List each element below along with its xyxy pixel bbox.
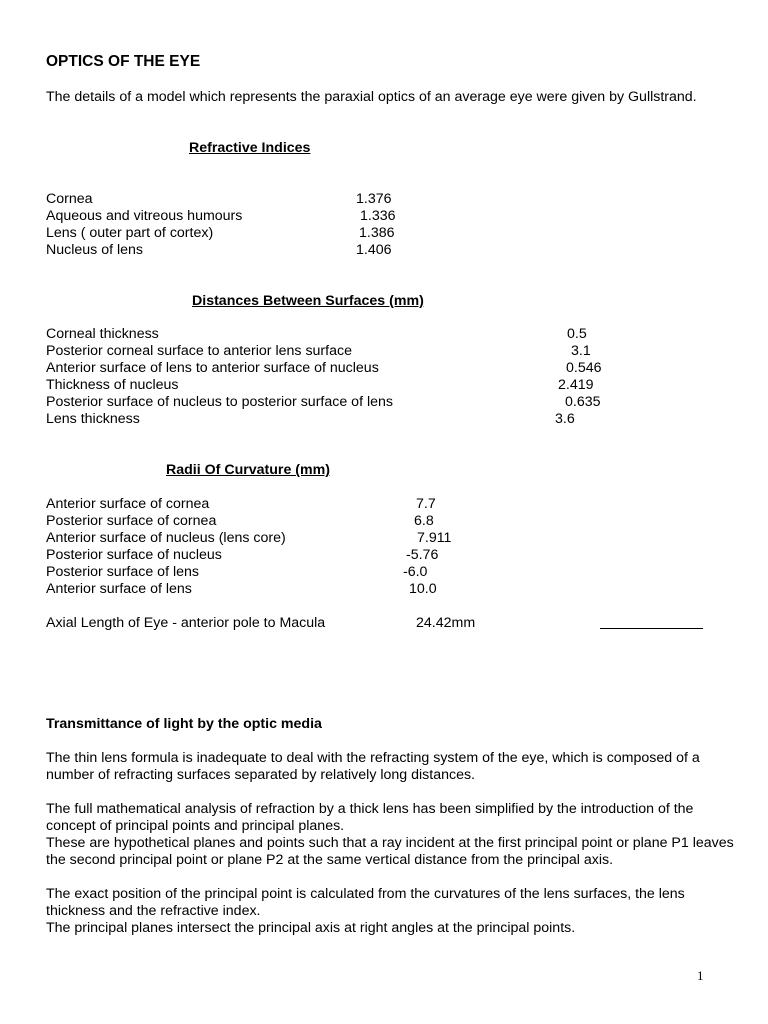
page-number: 1 [697, 968, 704, 983]
radius-value-anterior-nucleus: 7.911 [417, 530, 452, 546]
distance-value-corneal-thickness: 0.5 [567, 326, 587, 342]
distance-value-lens-thickness: 3.6 [555, 411, 575, 427]
refractive-row-humours: Aqueous and vitreous humours [46, 208, 243, 224]
refractive-value-lens-cortex: 1.386 [359, 225, 395, 241]
transmittance-paragraph-5: The principal planes intersect the principal axis at right angles at the principal points. [46, 920, 576, 936]
transmittance-paragraph-4: The exact position of the principal point is calculated from the curvatures of the lens surfaces, the lens thickness and the refractive index. [46, 886, 685, 919]
distance-row-lens-thickness: Lens thickness [46, 411, 140, 427]
distance-value-nucleus-to-lens: 0.635 [565, 394, 601, 410]
refractive-value-humours: 1.336 [360, 208, 396, 224]
refractive-value-cornea: 1.376 [356, 191, 392, 207]
transmittance-paragraph-2: The full mathematical analysis of refraction by a thick lens has been simplified by the introduction of the concept of principal points and principal planes. [46, 801, 694, 834]
distances-heading: Distances Between Surfaces (mm) [192, 293, 424, 309]
distance-row-lens-to-nucleus: Anterior surface of lens to anterior surface of nucleus [46, 360, 379, 376]
answer-blank-line [600, 628, 703, 629]
distance-row-nucleus-thickness: Thickness of nucleus [46, 377, 179, 393]
transmittance-heading: Transmittance of light by the optic media [46, 716, 322, 732]
distance-row-nucleus-to-lens: Posterior surface of nucleus to posterior surface of lens [46, 394, 393, 410]
refractive-indices-heading: Refractive Indices [189, 140, 311, 156]
refractive-row-nucleus: Nucleus of lens [46, 242, 143, 258]
transmittance-paragraph-1: The thin lens formula is inadequate to deal with the refracting system of the eye, which is composed of a number of refracting surfaces separated by relatively long distances. [46, 750, 700, 783]
radius-row-posterior-cornea: Posterior surface of cornea [46, 513, 217, 529]
distance-value-nucleus-thickness: 2.419 [558, 377, 594, 393]
radius-row-posterior-nucleus: Posterior surface of nucleus [46, 547, 222, 563]
radius-value-posterior-cornea: 6.8 [414, 513, 434, 529]
radius-value-posterior-lens: -6.0 [403, 564, 428, 580]
transmittance-paragraph-3: These are hypothetical planes and points such that a ray incident at the first principal point or plane P1 leaves the second principal point or plane P2 at the same vertical distance from the principal axis. [46, 835, 734, 868]
distance-row-corneal-thickness: Corneal thickness [46, 326, 159, 342]
axial-length-value: 24.42mm [416, 615, 476, 631]
distance-row-cornea-to-lens: Posterior corneal surface to anterior lens surface [46, 343, 352, 359]
radius-value-posterior-nucleus: -5.76 [406, 547, 439, 563]
intro-paragraph: The details of a model which represents the paraxial optics of an average eye were given by Gullstrand. [46, 89, 697, 105]
distance-value-lens-to-nucleus: 0.546 [566, 360, 602, 376]
refractive-row-cornea: Cornea [46, 191, 93, 207]
distance-value-cornea-to-lens: 3.1 [571, 343, 591, 359]
radius-row-anterior-nucleus: Anterior surface of nucleus (lens core) [46, 530, 286, 546]
radius-value-anterior-lens: 10.0 [409, 581, 437, 597]
document-title: OPTICS OF THE EYE [46, 53, 201, 70]
axial-length-label: Axial Length of Eye - anterior pole to Macula [46, 615, 326, 631]
radius-row-posterior-lens: Posterior surface of lens [46, 564, 199, 580]
refractive-row-lens-cortex: Lens ( outer part of cortex) [46, 225, 214, 241]
radii-heading: Radii Of Curvature (mm) [166, 462, 330, 478]
radius-value-anterior-cornea: 7.7 [416, 496, 436, 512]
radius-row-anterior-cornea: Anterior surface of cornea [46, 496, 210, 512]
refractive-value-nucleus: 1.406 [356, 242, 392, 258]
radius-row-anterior-lens: Anterior surface of lens [46, 581, 192, 597]
